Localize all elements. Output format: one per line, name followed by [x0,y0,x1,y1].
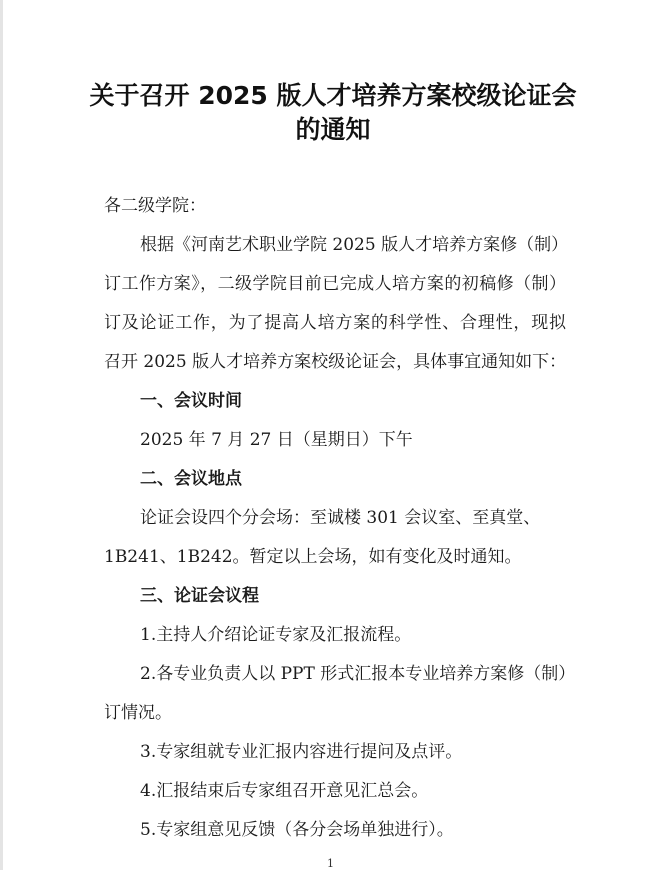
salutation: 各二级学院： [104,196,206,216]
agenda-item-5: 5.专家组意见反馈（各分会场单独进行）。 [140,820,454,840]
agenda-item-2: 2.各专业负责人以 PPT 形式汇报本专业培养方案修（制） [140,664,576,684]
section-1-text: 2025 年 7 月 27 日（星期日）下午 [140,430,413,450]
title-line-2: 的通知 [295,115,371,144]
section-3-heading: 三、论证会议程 [140,586,259,606]
page-number: 1 [327,857,334,870]
section-2-text-line-1: 论证会设四个分会场：至诚楼 301 会议室、至真堂、 [140,508,541,528]
agenda-item-4: 4.汇报结束后专家组召开意见汇总会。 [140,781,429,801]
intro-line-3: 订及论证工作，为了提高人培方案的科学性、合理性，现拟 [104,313,566,333]
section-2-text-line-2: 1B241、1B242。暂定以上会场，如有变化及时通知。 [104,547,522,567]
agenda-item-2-cont: 订情况。 [104,703,172,723]
intro-line-4: 召开 2025 版人才培养方案校级论证会，具体事宜通知如下： [104,352,567,372]
agenda-item-1: 1.主持人介绍论证专家及汇报流程。 [140,625,412,645]
intro-line-1: 根据《河南艺术职业学院 2025 版人才培养方案修（制） [140,235,569,255]
intro-line-2: 订工作方案》，二级学院目前已完成人培方案的初稿修（制） [104,274,566,294]
agenda-item-3: 3.专家组就专业汇报内容进行提问及点评。 [140,742,463,762]
section-1-heading: 一、会议时间 [140,391,242,411]
title-line-1: 关于召开 2025 版人才培养方案校级论证会 [89,81,577,110]
section-2-heading: 二、会议地点 [140,469,242,489]
